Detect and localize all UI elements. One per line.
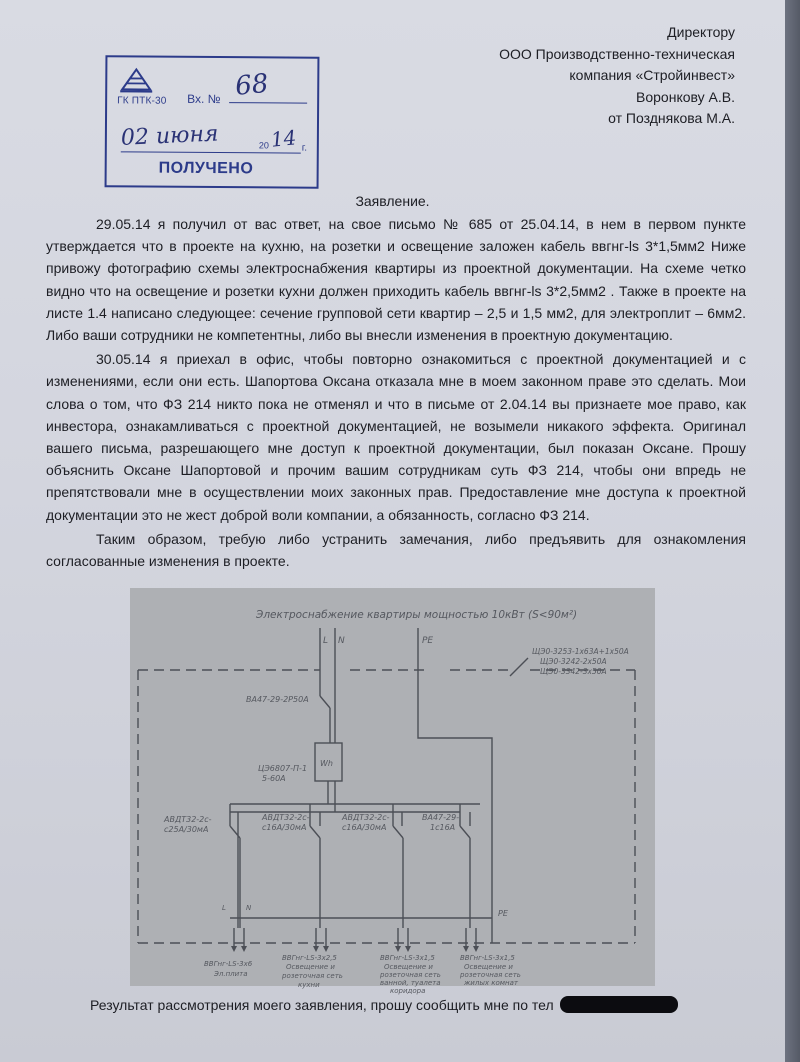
stamp-incoming-number: 68: [233, 68, 270, 102]
pe-bottom-label: PE: [498, 909, 508, 918]
stamp-year: 14: [269, 125, 298, 152]
footer-line: [90, 996, 678, 1013]
meter-symbol: Wh: [320, 759, 333, 768]
breaker2-label-2: с16А/30мА: [262, 823, 307, 832]
paragraph-1: 29.05.14 я получил от вас ответ, на свое письмо № 685 от 25.04.14, в нем в первом пункте утверждается что в проекте на кухню, на розетки и освещение заложен кабель ввгнг-ls 3*1,5мм2 Ниже привожу фотографию схемы электроснабжения квартиры из проектной документации. На схеме четко видно что на освещение и розетки кухни должен приходить кабель ввгнг-ls 3*2,5мм2 . Также в проекте на листе 1.4 написано следующее: сечение групповой сети квартир – 2,5 и 1,5 мм2, для электроплит – 6мм2. Либо ваши сотрудники не компетентны, либо вы внесли изменения в проектную документацию.: [46, 216, 746, 344]
addressee-company: ООО Производственно-техническая: [499, 45, 735, 62]
output3-desc-2: розеточная сеть: [380, 971, 441, 979]
redacted-phone: [560, 996, 678, 1013]
diagram-title: Электроснабжение квартиры мощностью 10кВт (S<90м²): [256, 609, 578, 621]
cable-label-3: ЩЭ0-3342-3х50А: [540, 667, 607, 676]
stamp-year-prefix: 20: [258, 140, 269, 151]
background-edge: [785, 0, 800, 1062]
main-breaker-label: ВА47-29-2Р50А: [246, 695, 309, 704]
output1-desc-1: Эл.плита: [214, 970, 248, 978]
stamp-year-suffix: г.: [301, 142, 308, 154]
stamp-received: ПОЛУЧЕНО: [158, 159, 254, 178]
stamp-org: ГК ПТК-30: [117, 95, 167, 107]
output3-desc-1: Освещение и: [384, 963, 433, 971]
output3-desc-3: ванной, туалета: [380, 979, 441, 987]
bus-pe-label: PE: [422, 636, 434, 646]
document-body: [46, 213, 746, 572]
stamp-date: 02 июня: [120, 121, 220, 151]
breaker3-label-1: АВДТ32-2с-: [342, 813, 390, 822]
cable-label-1: ЩЭ0-3253-1х63А+1х50А: [532, 647, 629, 656]
neutral-mark: N: [246, 904, 252, 912]
breaker4-label-2: 1с16А: [430, 823, 456, 832]
cable-label-2: ЩЭ0-3242-2х50А: [540, 657, 607, 666]
received-stamp: [105, 55, 320, 188]
output2-cable: ВВГнг-LS-3х2,5: [282, 954, 337, 962]
output2-desc-3: кухни: [298, 981, 320, 989]
sender-name: от Позднякова М.А.: [608, 110, 735, 126]
output4-cable: ВВГнг-LS-3х1,5: [460, 954, 515, 962]
stamp-date-line: [121, 151, 301, 153]
wiring-diagram-photo: [130, 588, 655, 995]
document-title: Заявление.: [355, 193, 430, 209]
output3-desc-4: коридора: [390, 987, 426, 995]
addressee-company-name: компания «Стройинвест»: [569, 67, 735, 83]
breaker4-label-1: ВА47-29-: [422, 813, 460, 822]
addressee-position: Директору: [667, 24, 735, 40]
phase-mark: L: [222, 904, 226, 912]
wiring-diagram: [130, 588, 655, 995]
breaker1-label-2: с25А/30мА: [164, 825, 209, 834]
paragraph-3: Таким образом, требую либо устранить замечания, либо предъявить для ознакомления согласованные изменения в проекте.: [46, 530, 746, 570]
addressee-name: Воронкову А.В.: [636, 88, 735, 105]
output4-desc-2: розеточная сеть: [460, 971, 521, 979]
output2-desc-1: Освещение и: [286, 963, 335, 971]
company-logo-icon: [119, 65, 153, 93]
bus-n-label: N: [338, 636, 345, 646]
output3-cable: ВВГнг-LS-3х1,5: [380, 954, 435, 962]
footer-text: Результат рассмотрения моего заявления, прошу сообщить мне по тел: [90, 997, 554, 1013]
output4-desc-1: Освещение и: [464, 963, 513, 971]
meter-label-2: 5-60А: [262, 774, 286, 783]
meter-label-1: ЦЭ6807-П-1: [258, 764, 308, 773]
output2-desc-2: розеточная сеть: [282, 972, 343, 980]
paragraph-2: 30.05.14 я приехал в офис, чтобы повторно ознакомиться с проектной документацией и с изменениями, если они есть. Шапортова Оксана отказала мне в моем законном праве это сделать. Мои слова о том, что ФЗ 214 никто пока не отменял и что в письме от 2.04.14 вы признаете мое право, как инвестора, ознакамливаться с проектной документацией, не возымели никакого эффекта. Оригинал вашего письма, разрешающего мне доступ к проектной документации, был показан Оксане. Прошу объяснить Оксане Шапортовой и прочим вашим сотрудникам суть ФЗ 214, чтобы они впредь не препятствовали мне в осуществлении моих законных прав. Предоставление мне доступа к проектной документации это не жест доброй воли компании, а обязанность, согласно ФЗ 214.: [46, 351, 746, 523]
stamp-number-line: [229, 102, 307, 104]
breaker2-label-1: АВДТ32-2с-: [262, 813, 310, 822]
breaker1-label-1: АВДТ32-2с-: [164, 815, 212, 824]
output1-cable: ВВГнг-LS-3х6: [204, 960, 253, 968]
output4-desc-3: жилых комнат: [464, 979, 518, 987]
breaker3-label-2: с16А/30мА: [342, 823, 387, 832]
bus-l-label: L: [323, 636, 329, 646]
addressee-block: [405, 22, 735, 130]
stamp-incoming-label: Вх. №: [187, 91, 221, 107]
